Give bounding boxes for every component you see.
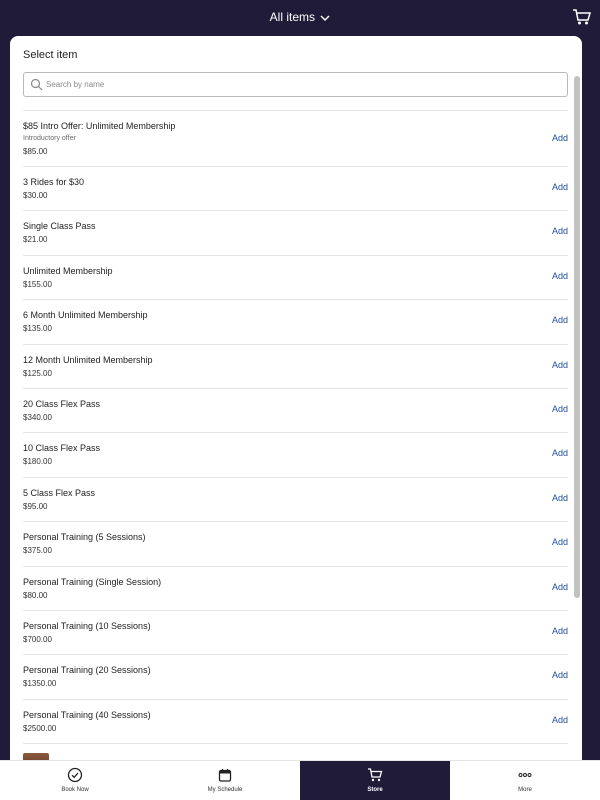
list-item bbox=[23, 255, 568, 299]
check-circle-icon bbox=[67, 767, 83, 783]
top-bar bbox=[0, 0, 600, 36]
item-name: Personal Training (20 Sessions) bbox=[23, 665, 151, 676]
cart-icon bbox=[367, 767, 383, 783]
item-name: Unlimited Membership bbox=[23, 265, 113, 276]
item-name: 12 Month Unlimited Membership bbox=[23, 354, 153, 365]
search-input[interactable] bbox=[46, 73, 561, 96]
tab-store[interactable] bbox=[300, 761, 450, 800]
add-button[interactable]: Add bbox=[551, 182, 568, 192]
category-dropdown-label: All items bbox=[269, 10, 315, 24]
item-price: $85.00 bbox=[23, 147, 48, 156]
add-button[interactable]: Add bbox=[551, 448, 568, 459]
tab-more[interactable] bbox=[450, 761, 600, 800]
add-button[interactable]: Add bbox=[551, 133, 568, 143]
item-price: $80.00 bbox=[23, 590, 48, 600]
chevron-down-icon bbox=[320, 11, 330, 25]
add-button[interactable]: Add bbox=[551, 403, 568, 414]
item-price: $375.00 bbox=[23, 546, 52, 556]
list-item bbox=[23, 166, 568, 210]
tab-label: Book Now bbox=[61, 787, 89, 793]
more-dots-icon bbox=[517, 767, 533, 783]
add-button[interactable]: Add bbox=[551, 625, 568, 636]
item-name: Personal Training (5 Sessions) bbox=[23, 532, 146, 543]
item-price: $700.00 bbox=[23, 634, 52, 644]
item-name: $85 Intro Offer: Unlimited Membership bbox=[23, 121, 176, 131]
item-subtitle: Introductory offer bbox=[23, 135, 76, 142]
add-button[interactable]: Add bbox=[551, 315, 568, 326]
search-icon bbox=[30, 78, 43, 91]
tab-my-schedule[interactable] bbox=[150, 761, 300, 800]
item-price: $95.00 bbox=[23, 501, 48, 511]
add-button[interactable]: Add bbox=[551, 714, 568, 725]
list-item bbox=[23, 566, 568, 610]
list-item bbox=[23, 610, 568, 654]
tab-label: Store bbox=[367, 787, 383, 793]
item-price: $135.00 bbox=[23, 324, 52, 334]
item-name: 6 Month Unlimited Membership bbox=[23, 310, 148, 321]
list-item bbox=[23, 699, 568, 743]
list-item bbox=[23, 299, 568, 343]
add-button[interactable]: Add bbox=[551, 226, 568, 237]
category-dropdown[interactable] bbox=[0, 10, 600, 25]
sheet-title: Select item bbox=[23, 49, 78, 61]
item-picker-sheet bbox=[10, 36, 582, 800]
list-item bbox=[23, 521, 568, 565]
list-item bbox=[23, 477, 568, 521]
list-item bbox=[23, 344, 568, 388]
item-price: $21.00 bbox=[23, 235, 48, 245]
add-button[interactable]: Add bbox=[551, 359, 568, 370]
scrollbar[interactable] bbox=[574, 76, 580, 598]
search-box[interactable] bbox=[23, 72, 568, 97]
tab-book-now[interactable] bbox=[0, 761, 150, 800]
tab-label: More bbox=[518, 787, 532, 793]
list-item bbox=[23, 388, 568, 432]
list-item bbox=[23, 210, 568, 254]
add-button[interactable]: Add bbox=[551, 581, 568, 592]
item-price: $2500.00 bbox=[23, 723, 57, 733]
add-button[interactable]: Add bbox=[551, 492, 568, 503]
item-price: $155.00 bbox=[23, 279, 52, 289]
tab-label: My Schedule bbox=[207, 787, 243, 793]
item-name: Single Class Pass bbox=[23, 221, 96, 232]
add-button[interactable]: Add bbox=[551, 670, 568, 681]
cart-icon[interactable] bbox=[572, 8, 592, 26]
item-name: 5 Class Flex Pass bbox=[23, 487, 96, 498]
list-item bbox=[23, 432, 568, 476]
item-price: $125.00 bbox=[23, 368, 52, 378]
item-price: $1350.00 bbox=[23, 679, 57, 689]
item-price: $340.00 bbox=[23, 412, 52, 422]
item-name: Personal Training (40 Sessions) bbox=[23, 709, 151, 720]
item-price: $180.00 bbox=[23, 457, 52, 467]
item-name: Personal Training (Single Session) bbox=[23, 576, 162, 587]
item-name: 3 Rides for $30 bbox=[23, 177, 85, 187]
item-name: 10 Class Flex Pass bbox=[23, 443, 101, 454]
item-name: 20 Class Flex Pass bbox=[23, 398, 101, 409]
add-button[interactable]: Add bbox=[551, 537, 568, 548]
list-item bbox=[23, 110, 568, 166]
bottom-nav bbox=[0, 760, 600, 800]
item-price: $30.00 bbox=[23, 191, 48, 200]
calendar-icon bbox=[217, 767, 233, 783]
add-button[interactable]: Add bbox=[551, 270, 568, 281]
item-name: Personal Training (10 Sessions) bbox=[23, 620, 151, 631]
list-item bbox=[23, 654, 568, 698]
item-list bbox=[23, 110, 568, 773]
